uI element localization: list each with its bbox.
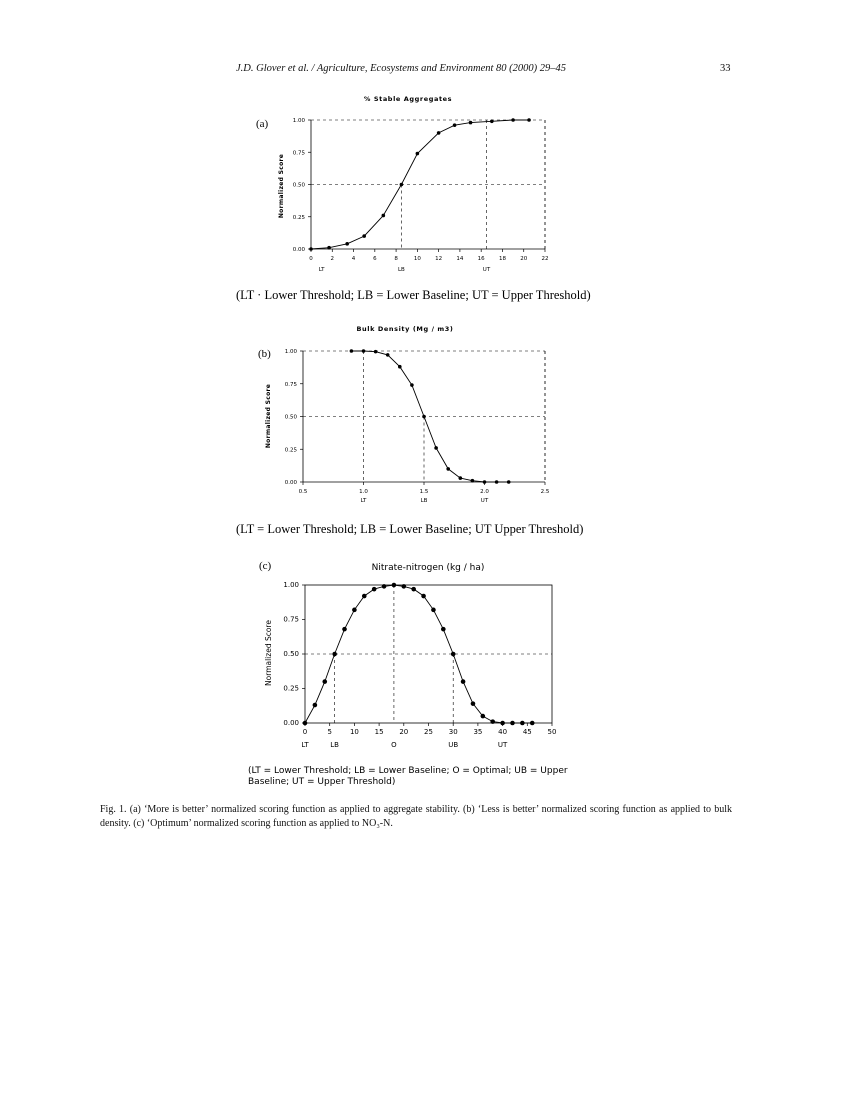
chart-b-data-point — [495, 480, 499, 484]
chart-c-xtick-label: 45 — [522, 728, 532, 736]
chart-c-xtick-label: 5 — [327, 728, 332, 736]
chart-a-xtick-label: 8 — [394, 256, 398, 262]
chart-b-data-point — [374, 350, 378, 354]
chart-c-data-point — [451, 652, 456, 657]
chart-c-data-point — [392, 583, 397, 588]
chart-c-data-point — [481, 714, 486, 719]
chart-b-data-point — [483, 480, 487, 484]
chart-b-xtick-label: 1.0 — [359, 489, 368, 495]
chart-c-data-point — [362, 594, 367, 599]
chart-c-ylabel: Normalized Score — [264, 620, 273, 686]
chart-a-threshold-label: UT — [482, 267, 491, 273]
chart-a-ylabel: Normalized Score — [278, 153, 285, 219]
chart-c-ytick-label: 0.50 — [283, 650, 299, 658]
chart-c-xtick-label: 25 — [424, 728, 433, 736]
chart-b-data-point — [507, 480, 511, 484]
panel-c-note-line1: (LT = Lower Threshold; LB = Lower Baseline; O = Optimal; UB = Upper — [248, 766, 568, 776]
chart-c-data-point — [411, 587, 416, 592]
journal-citation: J.D. Glover et al. / Agriculture, Ecosystems and Environment 80 (2000) 29–45 — [236, 63, 567, 74]
chart-a-xtick-label: 22 — [541, 256, 549, 262]
panel-b-note: (LT = Lower Threshold; LB = Lower Baseline; UT Upper Threshold) — [236, 522, 584, 536]
chart-b-xtick-label: 2.5 — [540, 489, 550, 495]
chart-b-data-point — [398, 365, 402, 369]
chart-a-data-point — [345, 242, 349, 246]
chart-a-xtick-label: 2 — [330, 256, 335, 262]
chart-c-data-point — [441, 627, 446, 632]
chart-c-data-point — [313, 703, 318, 708]
chart-b-data-point — [422, 415, 426, 419]
chart-c-threshold-label: LB — [330, 741, 339, 749]
chart-b-data-point — [386, 353, 390, 357]
chart-c-data-point — [510, 721, 515, 726]
chart-a-data-point — [416, 152, 420, 156]
chart-a-ytick-label: 1.00 — [292, 118, 305, 124]
chart-c-data-point — [402, 584, 407, 589]
chart-a-threshold-label: LB — [397, 267, 405, 273]
chart-b-xtick-label: 0.5 — [298, 489, 308, 495]
chart-c-threshold-label: UB — [448, 741, 459, 749]
chart-c-data-point — [303, 721, 308, 726]
chart-c-ytick-label: 0.75 — [283, 615, 299, 624]
chart-a-xtick-label: 20 — [520, 256, 528, 262]
chart-c-data-point — [322, 679, 327, 684]
chart-b-ylabel: Normalized Score — [265, 383, 272, 449]
chart-b-data-point — [459, 476, 463, 480]
chart-a-xtick-label: 10 — [413, 256, 421, 262]
panel-a-note: (LT · Lower Threshold; LB = Lower Baseline; UT = Upper Threshold) — [236, 288, 591, 302]
chart-a-xtick-label: 18 — [498, 256, 506, 262]
chart-c-xtick-label: 15 — [374, 728, 384, 736]
chart-b-data-point — [362, 349, 366, 353]
chart-a-xtick-label: 6 — [373, 256, 377, 262]
chart-b-data-point — [410, 383, 414, 387]
chart-b-ytick-label: 0.50 — [284, 414, 297, 421]
chart-c-data-point — [431, 608, 436, 613]
chart-a-xtick-label: 12 — [435, 256, 443, 262]
page-number: 33 — [720, 63, 731, 74]
chart-a-ytick-label: 0.75 — [292, 150, 305, 157]
panel-c-label: (c) — [259, 560, 272, 572]
chart-c-data-point — [530, 721, 535, 726]
chart-bulk-density — [0, 310, 850, 570]
chart-a-threshold-label: LT — [318, 267, 325, 273]
panel-b-label: (b) — [258, 348, 271, 360]
chart-c-data-point — [342, 627, 347, 632]
chart-c-xtick-label: 0 — [302, 728, 308, 736]
chart-a-data-point — [362, 234, 366, 238]
chart-b-threshold-label: LB — [420, 498, 428, 504]
chart-b-ytick-label: 0.25 — [284, 447, 297, 454]
chart-a-data-point — [511, 118, 515, 122]
chart-b-threshold-label: UT — [480, 498, 489, 504]
chart-b-data-point — [350, 349, 354, 353]
chart-a-data-point — [327, 246, 331, 250]
chart-a-data-point — [309, 247, 313, 251]
chart-c-threshold-label: LT — [301, 741, 309, 749]
chart-a-data-point — [490, 119, 494, 123]
chart-c-ytick-label: 1.00 — [283, 581, 299, 589]
chart-c-data-point — [382, 584, 387, 589]
chart-c-data-point — [421, 594, 426, 599]
chart-a-xtick-label: 0 — [309, 256, 313, 262]
chart-c-threshold-label: O — [391, 741, 397, 749]
chart-c-threshold-label: UT — [497, 741, 508, 749]
chart-c-xtick-label: 20 — [399, 728, 409, 736]
chart-a-data-point — [382, 214, 386, 218]
chart-nitrate-nitrogen — [0, 555, 850, 795]
chart-c-data-point — [520, 721, 525, 726]
chart-b-data-point — [446, 467, 450, 471]
chart-c-ytick-label: 0.00 — [283, 719, 299, 727]
chart-a-title: % Stable Aggregates — [363, 95, 453, 103]
chart-c-xtick-label: 10 — [349, 728, 359, 736]
chart-c-xtick-label: 30 — [448, 728, 458, 736]
chart-b-ytick-label: 0.75 — [284, 381, 297, 388]
chart-b-threshold-label: LT — [360, 498, 367, 504]
chart-c-data-point — [372, 587, 377, 592]
chart-c-data-point — [461, 679, 466, 684]
chart-c-xtick-label: 35 — [473, 728, 483, 736]
chart-a-ytick-label: 0.00 — [292, 247, 305, 253]
chart-c-data-point — [352, 608, 357, 613]
chart-b-ytick-label: 1.00 — [284, 349, 297, 355]
chart-a-ytick-label: 0.25 — [292, 214, 305, 221]
chart-a-data-point — [527, 118, 531, 122]
chart-c-title: Nitrate-nitrogen (kg / ha) — [371, 563, 485, 573]
chart-b-data-point — [434, 446, 438, 450]
chart-c-xtick-label: 50 — [547, 728, 557, 736]
chart-a-xtick-label: 4 — [351, 256, 356, 262]
chart-c-data-point — [332, 652, 337, 657]
chart-b-xtick-label: 2.0 — [480, 489, 489, 495]
figure-caption: Fig. 1. (a) ‘More is better’ normalized scoring function as applied to aggregate stability. (b) ‘Less is better’ normalized scoring function as applied to bulk density. (c) ‘Optimum’ normalized scoring function as applied to NO₃-N. — [100, 804, 732, 829]
chart-stable-aggregates — [0, 0, 850, 310]
chart-b-xtick-label: 1.5 — [419, 489, 429, 495]
chart-c-data-point — [490, 719, 495, 724]
chart-c-xtick-label: 40 — [498, 728, 508, 736]
chart-a-ytick-label: 0.50 — [292, 182, 305, 189]
panel-c-note-line2: Baseline; UT = Upper Threshold) — [248, 777, 396, 787]
chart-c-data-point — [471, 701, 476, 706]
chart-a-xtick-label: 14 — [456, 256, 464, 262]
chart-b-title: Bulk Density (Mg / m3) — [356, 325, 454, 333]
chart-c-ytick-label: 0.25 — [283, 684, 299, 693]
chart-a-data-point — [400, 183, 404, 187]
chart-a-data-point — [453, 123, 457, 127]
chart-a-data-point — [469, 121, 473, 125]
chart-b-ytick-label: 0.00 — [284, 480, 297, 486]
chart-c-data-point — [500, 721, 505, 726]
panel-a-label: (a) — [256, 118, 269, 130]
chart-a-xtick-label: 16 — [477, 256, 485, 262]
chart-b-data-point — [471, 479, 475, 483]
chart-a-data-point — [437, 131, 441, 135]
